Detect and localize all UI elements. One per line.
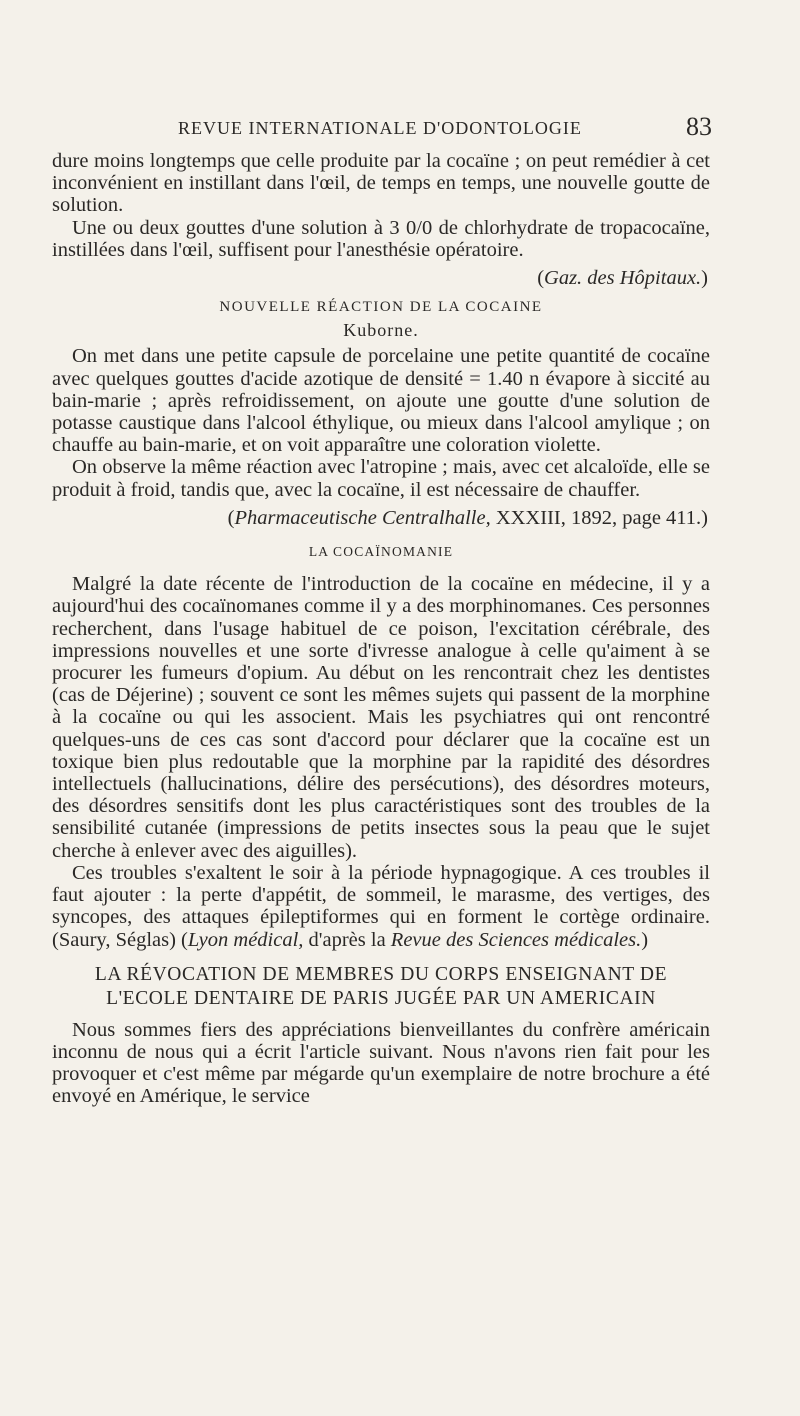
source-journal: Pharmaceutische Centralhalle, <box>234 506 491 529</box>
page-number: 83 <box>686 112 712 141</box>
paragraph-text: d'après la <box>308 928 386 951</box>
section-title: NOUVELLE RÉACTION DE LA COCAINE <box>219 299 543 316</box>
article-title-line: LA RÉVOCATION DE MEMBRES DU CORPS ENSEIGNANT DE <box>94 963 668 985</box>
paragraph: Une ou deux gouttes d'une solution à 3 0/0 de chlorhydrate de tropacocaïne, instillées dans l'œil, suffisent pour l'anesthésie opératoire. <box>52 216 710 261</box>
paragraph: dure moins longtemps que celle produite par la cocaïne ; on peut remédier à cet inconvénient en instillant dans l'œil, de temps en temps, une nouvelle goutte de solution. <box>52 150 710 217</box>
running-title: REVUE INTERNATIONALE D'ODONTOLOGIE <box>178 118 582 138</box>
source-detail: XXXIII, 1892, page 411. <box>495 506 702 529</box>
page-body <box>52 150 710 1108</box>
paragraph: On observe la même réaction avec l'atropine ; mais, avec cet alcaloïde, elle se produit à froid, tandis que, avec la cocaïne, il est nécessaire de chauffer. <box>52 456 710 501</box>
paragraph: Ces troubles s'exaltent le soir à la période hypnagogique. A ces troubles il faut ajouter : la perte d'appétit, de sommeil, le marasme, des vertiges, des syncopes, des attaques épileptiformes qui en forment le cortège ordinaire. (Saury, Séglas) (Lyon médical, d'après la Revue des Sciences médicales.) <box>52 861 710 951</box>
source-journal: Gaz. des Hôpitaux. <box>544 267 702 290</box>
section-author: Kuborne. <box>343 320 419 341</box>
source-journal: Revue des Sciences médicales. <box>390 928 642 951</box>
paragraph: Nous sommes fiers des appréciations bienveillantes du confrère américain inconnu de nous qui a écrit l'article suivant. Nous n'avons rien fait pour les provoquer et c'est même par mégarde qu'un exemplaire de notre brochure a été envoyé en Amérique, le service <box>52 1018 710 1108</box>
paragraph: On met dans une petite capsule de porcelaine une petite quantité de cocaïne avec quelques gouttes d'acide azotique de densité = 1.40 n évapore à siccité au bain-marie ; après refroidissement, on ajoute une goutte d'une solution de potasse caustique dans l'alcool éthylique, ou mieux dans l'alcool amylique ; on chauffe au bain-marie, et on voit apparaître une coloration violette. <box>52 345 710 457</box>
source-journal: Lyon médical, <box>187 928 304 951</box>
section-title: LA COCAÏNOMANIE <box>308 544 454 560</box>
article-title-line: L'ECOLE DENTAIRE DE PARIS JUGÉE PAR UN AMERICAIN <box>106 987 656 1009</box>
page-header <box>150 112 712 146</box>
article-title <box>52 963 710 1011</box>
source-citation: (Pharmaceutische Centralhalle, XXXIII, 1892, page 411.) <box>227 506 708 529</box>
paragraph: Malgré la date récente de l'introduction de la cocaïne en médecine, il y a aujourd'hui des cocaïnomanes comme il y a des morphinomanes. Ces personnes recherchent, dans l'usage habituel de ce poison, l'excitation cérébrale, des impressions nouvelles et une sorte d'ivresse analogue à celle qu'aiment à se procurer les fumeurs d'opium. Au début on les rencontrait chez les dentistes (cas de Déjerine) ; souvent ce sont les mêmes sujets qui passent de la morphine à la cocaïne ou qui les associent. Mais les psychiatres qui ont rencontré quelques-uns de ces cas sont d'accord pour déclarer que la cocaïne est un toxique bien plus redoutable que la morphine par la rapidité des désordres intellectuels (hallucinations, délire des persécutions), des désordres moteurs, des désordres sensitifs dont les plus caractéristiques sont des troubles de la sensibilité cutanée (impressions de petits insectes sous la peau que le sujet cherche à enlever avec des aiguilles). <box>52 573 710 862</box>
paragraph-text: Ces troubles s'exaltent le soir à la période hypnagogique. A ces troubles il faut ajouter : la perte d'appétit, de sommeil, le marasme, des vertiges, des syncopes, des attaques épileptiformes qui en forment le cortège ordinaire. (Saury, Séglas) <box>52 861 710 951</box>
source-citation: (Gaz. des Hôpitaux.) <box>537 267 708 290</box>
